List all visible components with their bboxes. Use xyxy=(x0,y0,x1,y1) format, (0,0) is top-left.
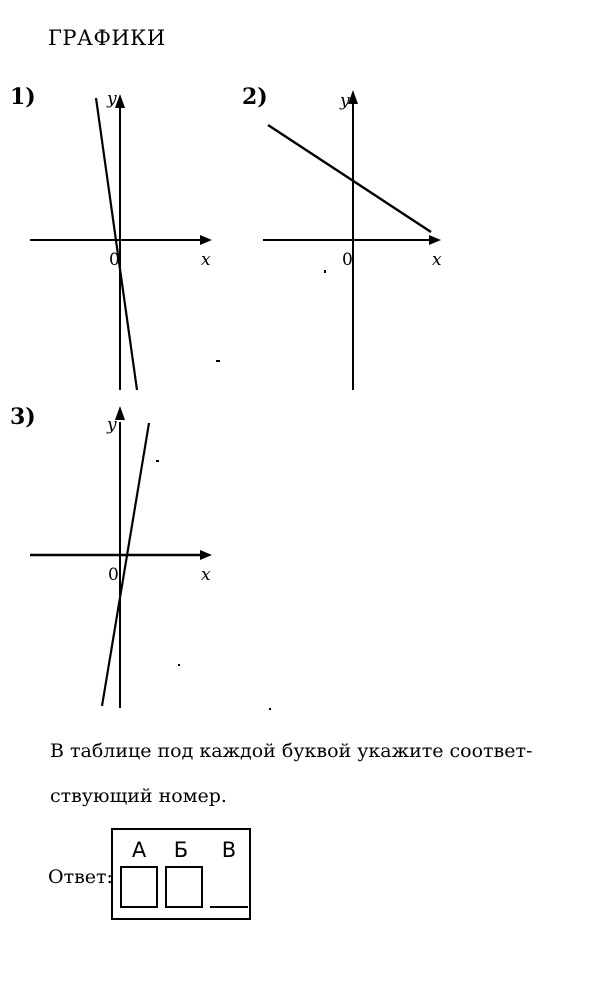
graph-1 xyxy=(30,89,212,390)
graph-3 xyxy=(30,406,212,708)
graph-1-number: 1) xyxy=(10,84,36,110)
graph-2-line xyxy=(268,125,431,232)
answer-column-v-header: В xyxy=(221,838,237,862)
graph-2-origin-label: 0 xyxy=(342,250,353,270)
graph-2-x-label: x xyxy=(432,250,442,270)
task-text-line-2: ствующий номер. xyxy=(50,785,227,807)
graph-3-x-label: x xyxy=(201,565,211,585)
scan-specks xyxy=(156,270,326,710)
page-heading: ГРАФИКИ xyxy=(48,26,166,50)
answer-column-b-header: Б xyxy=(173,838,189,862)
answer-label: Ответ: xyxy=(48,866,113,888)
graph-3-number: 3) xyxy=(10,404,36,430)
graph-1-y-label: y xyxy=(107,89,117,109)
answer-cell-b[interactable] xyxy=(165,866,203,908)
graph-2-number: 2) xyxy=(242,84,268,110)
answer-column-a-header: А xyxy=(131,838,147,862)
answer-cell-v[interactable] xyxy=(210,866,248,908)
graph-1-line xyxy=(96,98,137,390)
task-text-line-1: В таблице под каждой буквой укажите соответ- xyxy=(50,740,533,762)
graph-1-origin-label: 0 xyxy=(109,250,120,270)
graph-3-x-arrow xyxy=(200,550,212,560)
graph-2-x-arrow xyxy=(429,235,441,245)
graph-2-y-label: y xyxy=(340,91,350,111)
graph-1-x-label: x xyxy=(201,250,211,270)
graph-2 xyxy=(263,90,442,390)
graph-1-x-arrow xyxy=(200,235,212,245)
graph-3-origin-label: 0 xyxy=(108,565,119,585)
answer-cell-a[interactable] xyxy=(120,866,158,908)
graph-3-y-label: y xyxy=(107,415,117,435)
